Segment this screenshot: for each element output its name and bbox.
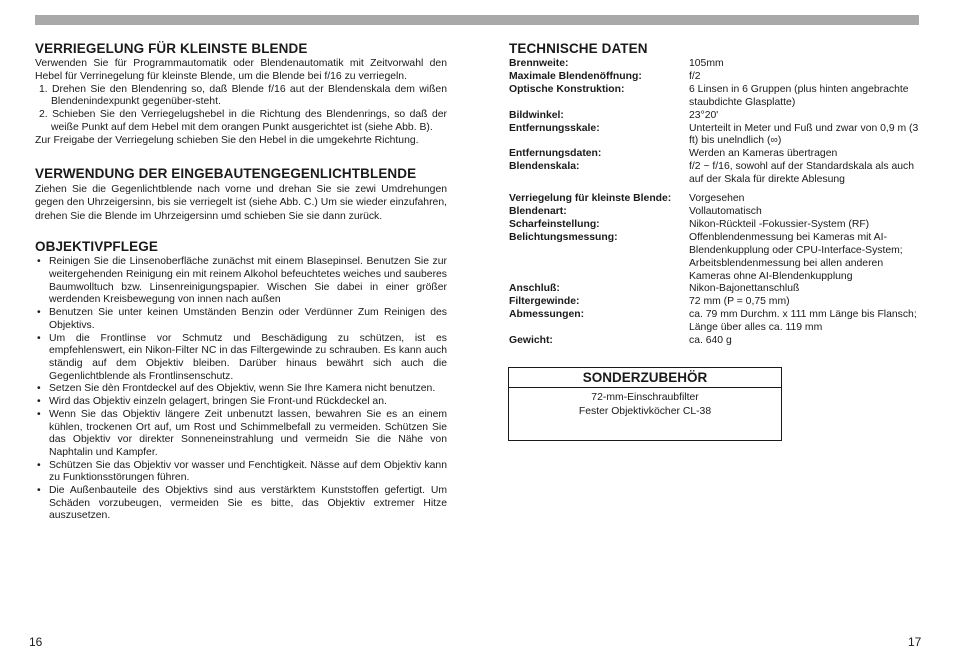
care-list bbox=[35, 256, 447, 523]
page-number-right: 17 bbox=[908, 635, 922, 649]
table-row: Abmessungen: ca. 79 mm Durchm. x 111 mm Länge bis Flansch; Länge über alles ca. 119 mm bbox=[509, 309, 917, 334]
section-outro: Zur Freigabe der Verriegelung schieben Sie den Hebel in die umgekehrte Richtung. bbox=[35, 134, 419, 146]
table-row: Maximale Blendenöffnung: f/2 bbox=[509, 70, 701, 82]
section-title: OBJEKTIVPFLEGE bbox=[35, 239, 158, 255]
list-item: • Um die Frontlinse vor Schmutz und Beschädigung zu schützen, ist es empfehlenswert, ein Nikon-Filter NC in das Filtergewinde zu schrauben. Es kann auch ständig auf dem Objektiv bleiben. Darüber hinaus bewährt sich auch die Gegenlichtblende als Frontlinsenschutz. bbox=[37, 332, 447, 382]
list-item: • Wenn Sie das Objektiv längere Zeit unbenutzt lassen, bewahren Sie es an einem kühlen, trockenen Ort auf, um Rost und Schimmelbefall zu vermeiden. Schützen Sie das Objektiv vor direkter Sonneneinstrahlung und vermeidn Sie die Nähe von Naphtalin und Kampfer. bbox=[37, 408, 447, 458]
table-row: Verriegelung für kleinste Blende: Vorgesehen bbox=[509, 193, 745, 205]
bullet-icon: • bbox=[37, 383, 41, 395]
accessories-box bbox=[508, 367, 782, 441]
section-title: VERRIEGELUNG FÜR KLEINSTE BLENDE bbox=[35, 41, 308, 56]
section-aperture-lock bbox=[35, 41, 447, 148]
section-title: VERWENDUNG DER EINGEBAUTENGEGENLICHTBLENDE bbox=[35, 165, 417, 181]
bullet-icon: • bbox=[37, 307, 41, 319]
table-row: Filtergewinde: 72 mm (P = 0,75 mm) bbox=[509, 296, 790, 308]
bullet-icon: • bbox=[37, 408, 41, 420]
bullet-icon: • bbox=[37, 256, 41, 268]
table-row: Anschluß: Nikon-Bajonettanschluß bbox=[509, 283, 800, 295]
step-item: 1. Drehen Sie den Blendenring so, daß Blende f/16 aut der Blendenskala dem wißen Blendenindexpunkt gegenüber-steht. bbox=[39, 83, 447, 108]
table-row: Blendenart: Vollautomatisch bbox=[509, 205, 762, 217]
table-row: Gewicht: ca. 640 g bbox=[509, 335, 732, 347]
list-item: • Wird das Objektiv einzeln gelagert, bringen Sie Front-und Rückdeckel an. bbox=[37, 396, 387, 408]
table-row: Bildwinkel: 23°20' bbox=[509, 109, 719, 121]
section-text: Ziehen Sie die Gegenlichtblende nach vorne und drehan Sie sie zewi Umdrehungen gegen den Uhrzeigersinn, bis sie verriegelt ist (siehe Abb. C.) Um sie wieder einzufahren, drehen Sie die Blende im Uhrzeigersinn umd schieben Sie sie dann zurück. bbox=[35, 183, 447, 222]
list-item: • Schützen Sie das Objektiv vor wasser und Fenchtigkeit. Nässe auf dem Objektiv kann zu Funktionsstörungen führen. bbox=[37, 459, 447, 484]
table-row: Entfernungsdaten: Werden an Kameras übertragen bbox=[509, 148, 838, 160]
bullet-icon: • bbox=[37, 485, 41, 497]
list-item: Fester Objektivköcher CL-38 bbox=[578, 406, 712, 417]
table-row: Scharfeinstellung: Nikon-Rückteil -Fokussier-System (RF) bbox=[509, 218, 870, 230]
list-item: • Setzen Sie dèn Frontdeckel auf des Objektiv, wenn Sie Ihre Kamera nicht benutzen. bbox=[37, 383, 436, 395]
bullet-icon: • bbox=[37, 332, 41, 344]
step-item: 2. Schieben Sie den Verriegelugshebel in die Richtung des Blendenrings, so daß der weiße Punkt auf dem Hebel mit dem orangen Punkt ausgerichtet ist (siehe Abb. B). bbox=[39, 109, 447, 133]
list-item: • Reinigen Sie die Linsenoberfläche zunächst mit einem Blasepinsel. Benutzen Sie zur weitergehenden Reinigung ein mit reinem Alkohol befeuchtetes weiches und sauberes Baumwolltuch bzw. Linsenreinigungspapier. Wischen Sie dabei in einer größer werdenden Kreisbewegung von innen nach außen bbox=[37, 256, 447, 306]
section-lens-care bbox=[35, 239, 447, 523]
spec-table bbox=[509, 58, 920, 348]
bullet-icon: • bbox=[37, 396, 41, 408]
section-title-tech: TECHNISCHE DATEN bbox=[509, 41, 648, 56]
accessories-title: SONDERZUBEHÖR bbox=[509, 368, 781, 388]
section-lens-hood bbox=[35, 166, 447, 224]
list-item: • Benutzen Sie unter keinen Umständen Benzin oder Verdünner Zum Reinigen des Objektivs. bbox=[37, 307, 447, 331]
page-number-left: 16 bbox=[29, 635, 43, 649]
section-intro: Verwenden Sie für Programmautomatik oder Blendenautomatik mit Zeitvorwahl den Hebel für Verrinegelung für kleinste Blende, um die Blende bei f/16 zu verriegeln. bbox=[35, 58, 447, 82]
header-bar bbox=[35, 15, 919, 25]
accessories-list bbox=[509, 391, 781, 419]
bullet-icon: • bbox=[37, 459, 41, 471]
table-row: Belichtungsmessung: Offenblendenmessung bei Kameras mit AI-Blendenkupplung oder CPU-Interface-System; Arbeitsblendenmessung bei allen anderen Kameras ohne AI-Blendenkupplung bbox=[509, 231, 903, 282]
table-row: Blendenskala: f/2 ~ f/16, sowohl auf der Standardskala als auch auf der Skala für direkte Ablesung bbox=[509, 161, 914, 186]
step-list bbox=[35, 84, 447, 135]
table-row: Entfernungsskale: Unterteilt in Meter und Fuß und zwar von 0,9 m (3 ft) bis unelndlich (∞) bbox=[509, 122, 919, 147]
table-row: Brennweite: 105mm bbox=[509, 58, 724, 69]
left-page bbox=[35, 41, 447, 535]
table-row: Optische Konstruktion: 6 Linsen in 6 Gruppen (plus hinten angebrachte staubdichte Glasplatte) bbox=[509, 83, 909, 108]
list-item: • Die Außenbauteile des Objektivs sind aus verstärktem Kunststoffen gefertigt. Um Schäden vorzubeugen, vermeiden Sie es bitte, das Objektiv extremer Hitze auszusetzen. bbox=[37, 485, 447, 522]
right-page bbox=[509, 41, 920, 348]
list-item: 72-mm-Einschraubfilter bbox=[591, 392, 699, 403]
